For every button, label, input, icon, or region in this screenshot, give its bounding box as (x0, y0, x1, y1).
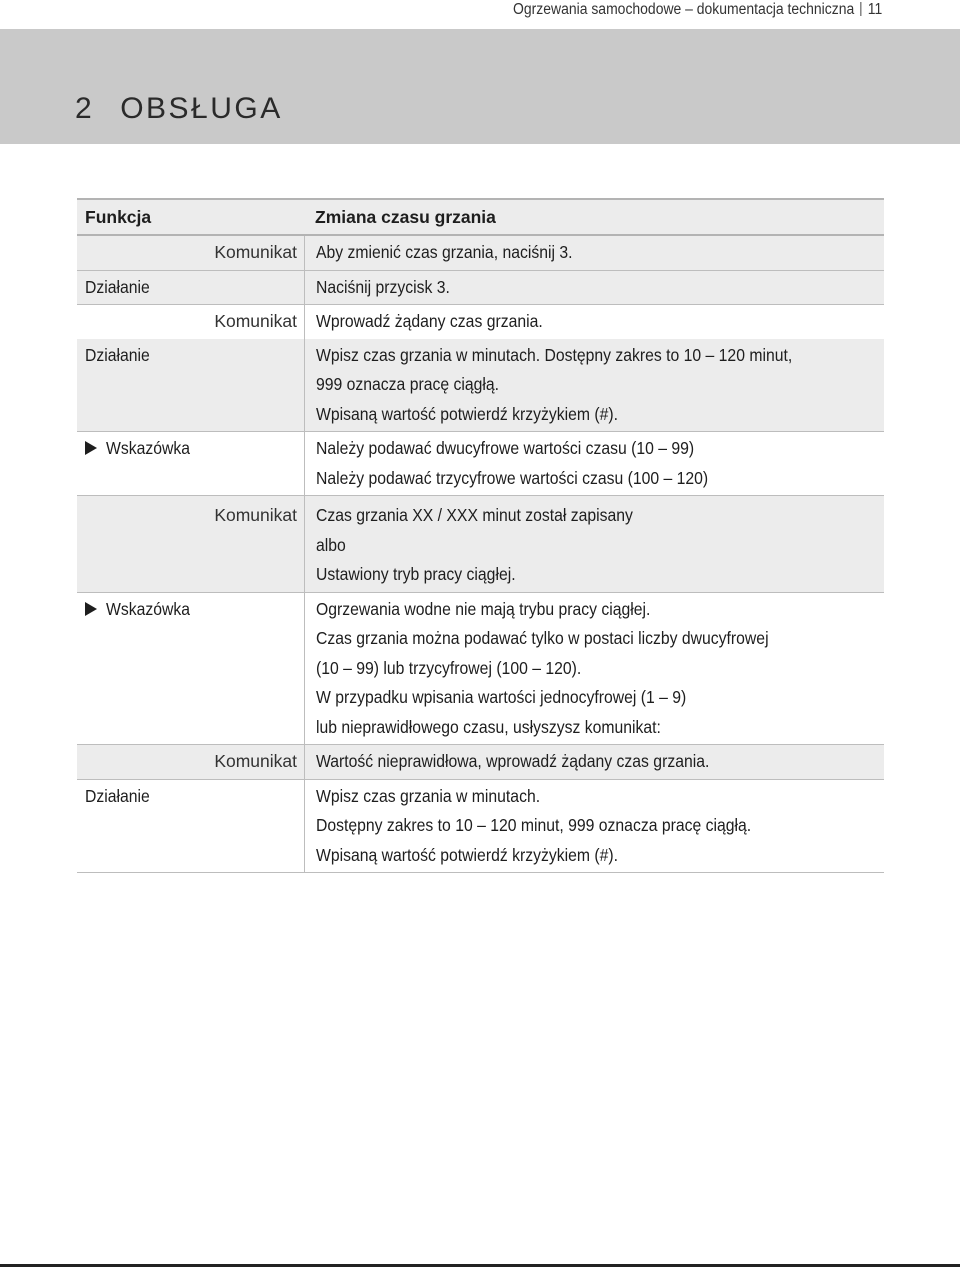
content-line: Ustawiony tryb pracy ciągłej. (316, 564, 516, 584)
footer-rule (0, 1264, 960, 1267)
row-type: Działanie (85, 785, 150, 806)
triangle-right-icon (85, 441, 97, 455)
table-row-message (77, 496, 884, 593)
row-content (304, 432, 884, 495)
chapter-title: OBSŁUGA (120, 92, 283, 125)
table-header-row (77, 198, 884, 236)
row-subtype (205, 780, 304, 873)
row-subtype: Komunikat (214, 751, 297, 771)
row-subtype (205, 271, 304, 305)
separator (860, 2, 861, 16)
content-line: Należy podawać trzycyfrowe wartości czasu (100 – 120) (316, 467, 709, 488)
row-content (304, 271, 884, 305)
function-value: Zmiana czasu grzania (315, 206, 496, 227)
content-line: W przypadku wpisania wartości jednocyfrowej (1 – 9) (316, 687, 687, 707)
row-content (304, 496, 884, 592)
row-type: Działanie (85, 344, 150, 365)
row-type (77, 496, 205, 592)
row-subtype: Komunikat (214, 242, 297, 262)
content-line: Dostępny zakres to 10 – 120 minut, 999 oznacza pracę ciągłą. (316, 815, 752, 835)
page-number: 11 (867, 1, 882, 18)
row-content (304, 745, 884, 779)
content-line: Wpisaną wartość potwierdź krzyżykiem (#). (316, 403, 618, 424)
content-line: Należy podawać dwucyfrowe wartości czasu (10 – 99) (316, 438, 695, 458)
row-content (304, 305, 884, 339)
row-type (77, 305, 205, 339)
table-row-hint (77, 593, 884, 746)
table-row-message (77, 745, 884, 780)
row-type (77, 745, 205, 779)
procedure-table (77, 198, 884, 873)
table-row-action (77, 339, 884, 433)
row-subtype (205, 593, 304, 745)
table-row-message (77, 305, 884, 339)
content-line: Ogrzewania wodne nie mają trybu pracy ciągłej. (316, 598, 651, 619)
triangle-right-icon (85, 602, 97, 616)
content-line: Wpisaną wartość potwierdź krzyżykiem (#). (316, 844, 618, 865)
function-label: Funkcja (85, 206, 152, 227)
row-content (304, 780, 884, 873)
table-row-hint (77, 432, 884, 496)
chapter-number: 2 (75, 92, 95, 125)
table-row-action (77, 271, 884, 306)
content-line: Naciśnij przycisk 3. (316, 276, 450, 297)
content-line: lub nieprawidłowego czasu, usłyszysz komunikat: (316, 716, 661, 737)
row-content (304, 593, 884, 745)
content-line: Wprowadź żądany czas grzania. (316, 311, 543, 331)
content-line: Wartość nieprawidłowa, wprowadź żądany czas grzania. (316, 751, 710, 771)
row-content (304, 339, 884, 432)
content-line: Wpisz czas grzania w minutach. (316, 785, 541, 806)
row-content (304, 236, 884, 270)
row-type (77, 236, 205, 270)
table-row-message (77, 236, 884, 271)
row-type: Wskazówka (77, 432, 205, 495)
content-line: Czas grzania XX / XXX minut został zapisany (316, 505, 633, 525)
table-row-action (77, 780, 884, 874)
chapter-band (0, 29, 960, 144)
row-subtype (205, 432, 304, 495)
content-line: (10 – 99) lub trzycyfrowej (100 – 120). (316, 657, 582, 678)
row-subtype: Komunikat (214, 505, 297, 525)
document-title: Ogrzewania samochodowe – dokumentacja techniczna (512, 1, 855, 18)
content-line: 999 oznacza pracę ciągłą. (316, 374, 499, 394)
row-subtype (205, 339, 304, 432)
row-type: Działanie (85, 276, 150, 297)
row-type: Wskazówka (77, 593, 205, 745)
row-subtype: Komunikat (214, 311, 297, 331)
content-line: albo (316, 534, 346, 555)
content-line: Wpisz czas grzania w minutach. Dostępny zakres to 10 – 120 minut, (316, 344, 793, 365)
content-line: Czas grzania można podawać tylko w postaci liczby dwucyfrowej (316, 628, 769, 648)
chapter-heading (75, 92, 283, 126)
content-line: Aby zmienić czas grzania, naciśnij 3. (316, 242, 573, 262)
running-header (513, 0, 882, 22)
